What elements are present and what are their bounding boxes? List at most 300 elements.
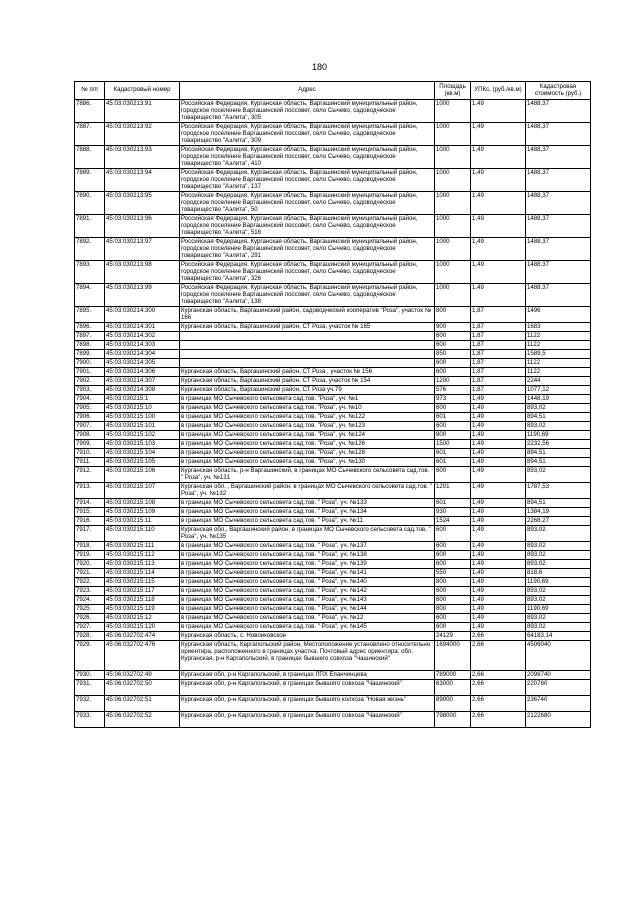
upks-cell: 1,87 xyxy=(471,341,526,350)
row-number-cell: 7931. xyxy=(75,680,105,696)
cadastral-cost-cell: 893,02 xyxy=(526,404,591,413)
header-number: № п/п xyxy=(75,82,105,100)
cadastral-cost-cell: 894,51 xyxy=(526,458,591,467)
cadastral-number-cell: 45:03:030213:94 xyxy=(105,169,180,192)
address-cell: Российская Федерация, Курганская область, Варгашинский муниципальный район, городское поселение Варгашинский поссовет, село Сычево, садоводческое товарищество "Аэлита", 326 xyxy=(180,261,435,284)
upks-cell: 1,87 xyxy=(471,386,526,395)
cadastral-number-cell: 45:03:030215:11 xyxy=(105,517,180,526)
address-cell: Курганская область, Варгашинский район, СТ Роза, участок № 165 xyxy=(180,323,435,332)
cadastral-cost-cell: 1488,37 xyxy=(526,169,591,192)
upks-cell: 1,49 xyxy=(471,215,526,238)
header-address: Адрес xyxy=(180,82,435,100)
cadastral-cost-cell: 893,02 xyxy=(526,542,591,551)
upks-cell: 1,49 xyxy=(471,587,526,596)
cadastral-number-cell: 45:03:030215:117 xyxy=(105,587,180,596)
upks-cell: 1,49 xyxy=(471,508,526,517)
cadastral-number-cell: 45:03:030215:102 xyxy=(105,431,180,440)
address-cell: в границах МО Сычевского сельсовета сад.тов. " Роза", уч. №138 xyxy=(180,551,435,560)
row-number-cell: 7920. xyxy=(75,560,105,569)
row-number-cell: 7888. xyxy=(75,146,105,169)
table-row xyxy=(75,192,591,215)
area-cell: 24129 xyxy=(435,632,471,641)
cadastral-cost-cell: 1488,37 xyxy=(526,192,591,215)
row-number-cell: 7922. xyxy=(75,578,105,587)
address-cell: Российская Федерация, Курганская область, Варгашинский муниципальный район, городское поселение Варгашинский поссовет, село Сычево, садоводческое товарищество "Аэлита", 516 xyxy=(180,215,435,238)
address-cell: в границах МО Сычевского сельсовета сад.тов. " Роза", уч. №140 xyxy=(180,578,435,587)
cadastral-cost-cell: 894,51 xyxy=(526,449,591,458)
upks-cell: 1,49 xyxy=(471,123,526,146)
table-row xyxy=(75,467,591,483)
address-cell: в границах МО Сычевского сельсовета сад.тов. "Роза", уч. №124 xyxy=(180,431,435,440)
cadastral-cost-cell: 1190,69 xyxy=(526,578,591,587)
address-cell: в границах МО Сычевского сельсовета сад.тов. " Роза", уч. №139 xyxy=(180,560,435,569)
row-number-cell: 7919. xyxy=(75,551,105,560)
area-cell: 601 xyxy=(435,499,471,508)
area-cell: 600 xyxy=(435,623,471,632)
cadastral-number-cell: 45:03:030213:92 xyxy=(105,123,180,146)
cadastral-number-cell: 45:03:030215:114 xyxy=(105,569,180,578)
cadastral-number-cell: 45:06:032702:476 xyxy=(105,641,180,671)
cadastral-cost-cell: 893,02 xyxy=(526,422,591,431)
upks-cell: 1,87 xyxy=(471,332,526,341)
upks-cell: 1,49 xyxy=(471,169,526,192)
cadastral-number-cell: 45:03:030213:93 xyxy=(105,146,180,169)
cadastral-cost-cell: 1190,69 xyxy=(526,431,591,440)
cadastral-cost-cell: 893,02 xyxy=(526,587,591,596)
page-number: 180 xyxy=(311,62,328,72)
area-cell: 930 xyxy=(435,508,471,517)
address-cell: в границах МО Сычевского сельсовета сад.тов. " Роза", уч. №137 xyxy=(180,542,435,551)
row-number-cell: 7896. xyxy=(75,323,105,332)
upks-cell: 2,66 xyxy=(471,641,526,671)
table-row xyxy=(75,123,591,146)
row-number-cell: 7913. xyxy=(75,483,105,499)
cadastral-cost-cell: 1488,37 xyxy=(526,146,591,169)
table-row xyxy=(75,146,591,169)
row-number-cell: 7914. xyxy=(75,499,105,508)
address-cell: в границах МО Сычевского сельсовета сад.тов. " Роза", уч. №133 xyxy=(180,499,435,508)
cadastral-number-cell: 45:06:032702:52 xyxy=(105,712,180,728)
table-row xyxy=(75,508,591,517)
area-cell: 800 xyxy=(435,605,471,614)
area-cell: 1000 xyxy=(435,169,471,192)
address-cell: Российская Федерация, Курганская область, Варгашинский муниципальный район, городское поселение Варгашинский поссовет, село Сычево, садоводческое товарищество "Аэлита", 138 xyxy=(180,284,435,307)
address-cell: в границах МО Сычевского сельсовета сад.тов. "Роза", уч. №10 xyxy=(180,404,435,413)
address-cell: в границах МО Сычевского сельсовета сад.тов. " Роза", уч. №142 xyxy=(180,587,435,596)
address-cell: Российская Федерация, Курганская область, Варгашинский муниципальный район, городское поселение Варгашинский поссовет, село Сычево, садоводческое товарищество "Аэлита", 410 xyxy=(180,146,435,169)
cadastral-number-cell: 45:03:030215:105 xyxy=(105,458,180,467)
cadastral-cost-cell: 1190,69 xyxy=(526,605,591,614)
cadastral-number-cell: 45:03:030214:300 xyxy=(105,307,180,323)
cadastral-number-cell: 45:03:030214:307 xyxy=(105,377,180,386)
address-cell xyxy=(180,332,435,341)
cadastral-cost-cell: 2268,27 xyxy=(526,517,591,526)
area-cell: 600 xyxy=(435,560,471,569)
row-number-cell: 7903. xyxy=(75,386,105,395)
header-cadastral-cost: Кадастровая стоимость (руб.) xyxy=(526,82,591,100)
area-cell: 601 xyxy=(435,449,471,458)
upks-cell: 1,87 xyxy=(471,377,526,386)
area-cell: 1000 xyxy=(435,261,471,284)
address-cell: Курганская область, Варгашинский район, садоводческий кооператив "Роза", участок № 166 xyxy=(180,307,435,323)
cadastral-cost-cell: 893,02 xyxy=(526,623,591,632)
cadastral-number-cell: 45:03:030213:96 xyxy=(105,215,180,238)
row-number-cell: 7932. xyxy=(75,696,105,712)
upks-cell: 1,87 xyxy=(471,350,526,359)
table-row xyxy=(75,605,591,614)
table-row xyxy=(75,332,591,341)
address-cell: в границах МО Сычевского сельсовета сад.тов. " Роза", уч. №145 xyxy=(180,623,435,632)
cadastral-number-cell: 45:06:032702:49 xyxy=(105,671,180,680)
table-row xyxy=(75,632,591,641)
cadastral-cost-cell: 893,02 xyxy=(526,596,591,605)
area-cell: 600 xyxy=(435,341,471,350)
upks-cell: 1,49 xyxy=(471,100,526,123)
cadastral-cost-cell: 1448,19 xyxy=(526,395,591,404)
area-cell: 1000 xyxy=(435,146,471,169)
table-row xyxy=(75,449,591,458)
upks-cell: 1,49 xyxy=(471,395,526,404)
cadastral-number-cell: 45:03:030213:91 xyxy=(105,100,180,123)
address-cell: в границах МО Сычевского сельсовета сад.тов. "Роза", уч. №130 xyxy=(180,458,435,467)
upks-cell: 1,49 xyxy=(471,467,526,483)
cadastral-cost-cell: 220780 xyxy=(526,680,591,696)
cadastral-cost-cell: 1488,37 xyxy=(526,123,591,146)
upks-cell: 1,49 xyxy=(471,499,526,508)
address-cell: Российская Федерация, Курганская область, Варгашинский муниципальный район, городское поселение Варгашинский поссовет, село Сычево, садоводческое товарищество "Аэлита", 137 xyxy=(180,169,435,192)
cadastral-number-cell: 45:03:030215:100 xyxy=(105,413,180,422)
address-cell: в границах МО Сычевского сельсовета сад.тов. "Роза", уч. №1 xyxy=(180,395,435,404)
area-cell: 1201 xyxy=(435,483,471,499)
table-row xyxy=(75,422,591,431)
address-cell: Российская Федерация, Курганская область, Варгашинский муниципальный район, городское поселение Варгашинский поссовет, село Сычево, садоводческое товарищество "Аэлита", 50 xyxy=(180,192,435,215)
table-row xyxy=(75,350,591,359)
cadastral-number-cell: 45:06:032702:474 xyxy=(105,632,180,641)
upks-cell: 1,49 xyxy=(471,458,526,467)
upks-cell: 1,49 xyxy=(471,404,526,413)
address-cell xyxy=(180,359,435,368)
cadastral-cost-cell: 64183,14 xyxy=(526,632,591,641)
row-number-cell: 7899. xyxy=(75,350,105,359)
cadastral-number-cell: 45:03:030215:1 xyxy=(105,395,180,404)
cadastral-cost-cell: 893,02 xyxy=(526,526,591,542)
table-body xyxy=(75,100,591,728)
address-cell xyxy=(180,341,435,350)
area-cell: 600 xyxy=(435,368,471,377)
upks-cell: 1,49 xyxy=(471,578,526,587)
cadastral-cost-cell: 2098740 xyxy=(526,671,591,680)
row-number-cell: 7912. xyxy=(75,467,105,483)
row-number-cell: 7886. xyxy=(75,100,105,123)
row-number-cell: 7908. xyxy=(75,431,105,440)
cadastral-cost-cell: 2232,56 xyxy=(526,440,591,449)
upks-cell: 1,49 xyxy=(471,261,526,284)
area-cell: 1000 xyxy=(435,238,471,261)
row-number-cell: 7897. xyxy=(75,332,105,341)
cadastral-number-cell: 45:03:030215:106 xyxy=(105,467,180,483)
header-cadastral-number: Кадастровый номер xyxy=(105,82,180,100)
address-cell: в границах МО Сычевского сельсовета сад.тов. " Роза", уч. №144 xyxy=(180,605,435,614)
upks-cell: 2,66 xyxy=(471,632,526,641)
table-row xyxy=(75,569,591,578)
address-cell: Курганская область, р-н Варгашинский, в границах МО Сычевского сельсовета сад.тов. " Роза", уч. №131 xyxy=(180,467,435,483)
cadastral-cost-cell: 1077,12 xyxy=(526,386,591,395)
area-cell: 89000 xyxy=(435,696,471,712)
cadastral-cost-cell: 1122 xyxy=(526,341,591,350)
table-row xyxy=(75,560,591,569)
table-row xyxy=(75,526,591,542)
address-cell: Курганская область, Каргапольский район, Местоположение установлено относительно ориентира, расположенного в границах участка. Почтовый адрес ориентира: обл. Курганская, р-н Каргапольский, в границах бывшего совхоза "Чашинский" xyxy=(180,641,435,671)
table-row xyxy=(75,100,591,123)
header-area: Площадь (кв.м) xyxy=(435,82,471,100)
area-cell: 789000 xyxy=(435,671,471,680)
area-cell: 800 xyxy=(435,307,471,323)
area-cell: 1500 xyxy=(435,440,471,449)
address-cell: Курганская область, Варгашинский район, СТ Роза , участок № 156 xyxy=(180,368,435,377)
table-row xyxy=(75,641,591,671)
cadastral-number-cell: 45:03:030215:12 xyxy=(105,614,180,623)
area-cell: 798000 xyxy=(435,712,471,728)
cadastral-cost-cell: 1683 xyxy=(526,323,591,332)
cadastral-table xyxy=(74,81,591,728)
table-row xyxy=(75,395,591,404)
upks-cell: 1,87 xyxy=(471,323,526,332)
upks-cell: 1,87 xyxy=(471,368,526,377)
area-cell: 600 xyxy=(435,359,471,368)
area-cell: 1524 xyxy=(435,517,471,526)
table-row xyxy=(75,578,591,587)
row-number-cell: 7898. xyxy=(75,341,105,350)
row-number-cell: 7917. xyxy=(75,526,105,542)
row-number-cell: 7907. xyxy=(75,422,105,431)
cadastral-cost-cell: 1384,19 xyxy=(526,508,591,517)
table-row xyxy=(75,680,591,696)
row-number-cell: 7887. xyxy=(75,123,105,146)
upks-cell: 1,49 xyxy=(471,596,526,605)
row-number-cell: 7923. xyxy=(75,587,105,596)
cadastral-number-cell: 45:03:030215:101 xyxy=(105,422,180,431)
area-cell: 1000 xyxy=(435,192,471,215)
cadastral-number-cell: 45:03:030215:103 xyxy=(105,440,180,449)
table-row xyxy=(75,359,591,368)
area-cell: 600 xyxy=(435,596,471,605)
area-cell: 600 xyxy=(435,467,471,483)
row-number-cell: 7906. xyxy=(75,413,105,422)
upks-cell: 1,49 xyxy=(471,560,526,569)
table-row xyxy=(75,596,591,605)
cadastral-cost-cell: 2122680 xyxy=(526,712,591,728)
cadastral-number-cell: 45:06:032702:50 xyxy=(105,680,180,696)
address-cell: в границах МО Сычевского сельсовета сад.тов. "Роза", уч. №122 xyxy=(180,413,435,422)
upks-cell: 1,49 xyxy=(471,542,526,551)
area-cell: 601 xyxy=(435,413,471,422)
upks-cell: 1,49 xyxy=(471,440,526,449)
row-number-cell: 7901. xyxy=(75,368,105,377)
row-number-cell: 7894. xyxy=(75,284,105,307)
cadastral-number-cell: 45:03:030215:115 xyxy=(105,578,180,587)
area-cell: 600 xyxy=(435,614,471,623)
area-cell: 1200 xyxy=(435,377,471,386)
row-number-cell: 7890. xyxy=(75,192,105,215)
cadastral-number-cell: 45:03:030213:95 xyxy=(105,192,180,215)
upks-cell: 2,66 xyxy=(471,712,526,728)
table-row xyxy=(75,404,591,413)
area-cell: 800 xyxy=(435,431,471,440)
area-cell: 600 xyxy=(435,551,471,560)
row-number-cell: 7895. xyxy=(75,307,105,323)
cadastral-number-cell: 45:03:030214:301 xyxy=(105,323,180,332)
row-number-cell: 7905. xyxy=(75,404,105,413)
cadastral-cost-cell: 818,6 xyxy=(526,569,591,578)
cadastral-cost-cell: 893,02 xyxy=(526,467,591,483)
address-cell: в границах МО Сычевского сельсовета сад.тов. "Роза", уч. №123 xyxy=(180,422,435,431)
upks-cell: 1,49 xyxy=(471,483,526,499)
address-cell: Российская Федерация, Курганская область, Варгашинский муниципальный район, городское поселение Варгашинский поссовет, село Сычево, садоводческое товарищество "Аэлита", 309 xyxy=(180,123,435,146)
address-cell: Курганская область, Варгашинский район, СТ Роза, участок № 154 xyxy=(180,377,435,386)
cadastral-cost-cell: 4506040 xyxy=(526,641,591,671)
row-number-cell: 7924. xyxy=(75,596,105,605)
table-row xyxy=(75,483,591,499)
upks-cell: 1,49 xyxy=(471,413,526,422)
table-row xyxy=(75,458,591,467)
table-row xyxy=(75,623,591,632)
area-cell: 601 xyxy=(435,458,471,467)
address-cell: Российская Федерация, Курганская область, Варгашинский муниципальный район, городское поселение Варгашинский поссовет, село Сычево, садоводческое товарищество "Аэлита", 291 xyxy=(180,238,435,261)
area-cell: 600 xyxy=(435,332,471,341)
table-row xyxy=(75,169,591,192)
upks-cell: 1,49 xyxy=(471,614,526,623)
row-number-cell: 7892. xyxy=(75,238,105,261)
cadastral-number-cell: 45:03:030214:304 xyxy=(105,350,180,359)
cadastral-cost-cell: 2244 xyxy=(526,377,591,386)
address-cell: Российская Федерация, Курганская область, Варгашинский муниципальный район, городское поселение Варгашинский поссовет, село Сычево, садоводческое товарищество "Аэлита", 305 xyxy=(180,100,435,123)
cadastral-number-cell: 45:03:030215:111 xyxy=(105,542,180,551)
cadastral-number-cell: 45:03:030215:109 xyxy=(105,508,180,517)
address-cell: в границах МО Сычевского сельсовета сад.тов. " Роза", уч. №134 xyxy=(180,508,435,517)
cadastral-number-cell: 45:03:030213:97 xyxy=(105,238,180,261)
address-cell: Курганская обл. , Варгашинский район, в границах МО Сычевского сельсовета сад.тов. " Роза", уч. №132 xyxy=(180,483,435,499)
cadastral-cost-cell: 1787,53 xyxy=(526,483,591,499)
cadastral-number-cell: 45:03:030214:305 xyxy=(105,359,180,368)
row-number-cell: 7891. xyxy=(75,215,105,238)
address-cell: Курганская обл, р-н Каргапольский, в границах бывшего совхоза "Чашинский" xyxy=(180,680,435,696)
address-cell: в границах МО Сычевского сельсовета сад.тов. " Роза", уч. №141 xyxy=(180,569,435,578)
cadastral-cost-cell: 1122 xyxy=(526,359,591,368)
upks-cell: 1,49 xyxy=(471,422,526,431)
area-cell: 600 xyxy=(435,542,471,551)
upks-cell: 1,49 xyxy=(471,146,526,169)
area-cell: 600 xyxy=(435,526,471,542)
area-cell: 900 xyxy=(435,323,471,332)
cadastral-number-cell: 45:03:030214:306 xyxy=(105,368,180,377)
area-cell: 1000 xyxy=(435,100,471,123)
cadastral-number-cell: 45:03:030215:119 xyxy=(105,605,180,614)
cadastral-cost-cell: 894,51 xyxy=(526,499,591,508)
header-upks: УПКс. (руб./кв.м) xyxy=(471,82,526,100)
area-cell: 600 xyxy=(435,404,471,413)
cadastral-number-cell: 45:03:030215:120 xyxy=(105,623,180,632)
table-header-row xyxy=(75,82,591,100)
table-row xyxy=(75,238,591,261)
address-cell xyxy=(180,350,435,359)
address-cell: в границах МО Сычевского сельсовета сад.тов. " Роза", уч. №12 xyxy=(180,614,435,623)
upks-cell: 1,49 xyxy=(471,431,526,440)
table-row xyxy=(75,261,591,284)
upks-cell: 1,49 xyxy=(471,526,526,542)
table-row xyxy=(75,551,591,560)
cadastral-cost-cell: 1122 xyxy=(526,368,591,377)
cadastral-cost-cell: 1488,37 xyxy=(526,284,591,307)
upks-cell: 1,49 xyxy=(471,551,526,560)
cadastral-number-cell: 45:03:030214:303 xyxy=(105,341,180,350)
table-row xyxy=(75,587,591,596)
cadastral-number-cell: 45:03:030213:98 xyxy=(105,261,180,284)
cadastral-number-cell: 45:03:030213:99 xyxy=(105,284,180,307)
row-number-cell: 7916. xyxy=(75,517,105,526)
row-number-cell: 7918. xyxy=(75,542,105,551)
address-cell: в границах МО Сычевского сельсовета сад.тов. " Роза", уч. №11 xyxy=(180,517,435,526)
row-number-cell: 7889. xyxy=(75,169,105,192)
area-cell: 1000 xyxy=(435,123,471,146)
area-cell: 550 xyxy=(435,569,471,578)
address-cell: Курганская область, Варгашинский район, СТ Роза уч.79 xyxy=(180,386,435,395)
cadastral-number-cell: 45:03:030215:118 xyxy=(105,596,180,605)
upks-cell: 1,87 xyxy=(471,307,526,323)
table-row xyxy=(75,614,591,623)
address-cell: Курганская обл., Варгашинский район, в границах МО Сычевского сельсовета сад.тов. " Роза", уч. №135 xyxy=(180,526,435,542)
cadastral-cost-cell: 1496 xyxy=(526,307,591,323)
upks-cell: 2,66 xyxy=(471,696,526,712)
upks-cell: 2,66 xyxy=(471,671,526,680)
cadastral-cost-cell: 893,02 xyxy=(526,560,591,569)
upks-cell: 1,49 xyxy=(471,192,526,215)
cadastral-cost-cell: 236740 xyxy=(526,696,591,712)
row-number-cell: 7930. xyxy=(75,671,105,680)
table-row xyxy=(75,215,591,238)
address-cell: в границах МО Сычевского сельсовета сад.тов. " Роза", уч. №143 xyxy=(180,596,435,605)
row-number-cell: 7911. xyxy=(75,458,105,467)
row-number-cell: 7902. xyxy=(75,377,105,386)
row-number-cell: 7926. xyxy=(75,614,105,623)
row-number-cell: 7915. xyxy=(75,508,105,517)
cadastral-number-cell: 45:06:032702:51 xyxy=(105,696,180,712)
table-row xyxy=(75,542,591,551)
cadastral-number-cell: 45:03:030215:113 xyxy=(105,560,180,569)
upks-cell: 1,49 xyxy=(471,569,526,578)
cadastral-number-cell: 45:03:030215:107 xyxy=(105,483,180,499)
area-cell: 1694000 xyxy=(435,641,471,671)
upks-cell: 1,49 xyxy=(471,284,526,307)
row-number-cell: 7925. xyxy=(75,605,105,614)
area-cell: 1000 xyxy=(435,215,471,238)
table-row xyxy=(75,499,591,508)
area-cell: 1000 xyxy=(435,284,471,307)
cadastral-cost-cell: 1488,37 xyxy=(526,100,591,123)
row-number-cell: 7921. xyxy=(75,569,105,578)
row-number-cell: 7893. xyxy=(75,261,105,284)
area-cell: 600 xyxy=(435,422,471,431)
table-row xyxy=(75,341,591,350)
table-row xyxy=(75,323,591,332)
table-row xyxy=(75,377,591,386)
row-number-cell: 7927. xyxy=(75,623,105,632)
cadastral-number-cell: 45:03:030215:112 xyxy=(105,551,180,560)
address-cell: в границах МО Сычевского сельсовета сад.тов. "Роза", уч. №128 xyxy=(180,449,435,458)
cadastral-number-cell: 45:03:030215:110 xyxy=(105,526,180,542)
upks-cell: 1,49 xyxy=(471,238,526,261)
address-cell: Курганская область, с. Новоиковское xyxy=(180,632,435,641)
table-row xyxy=(75,386,591,395)
